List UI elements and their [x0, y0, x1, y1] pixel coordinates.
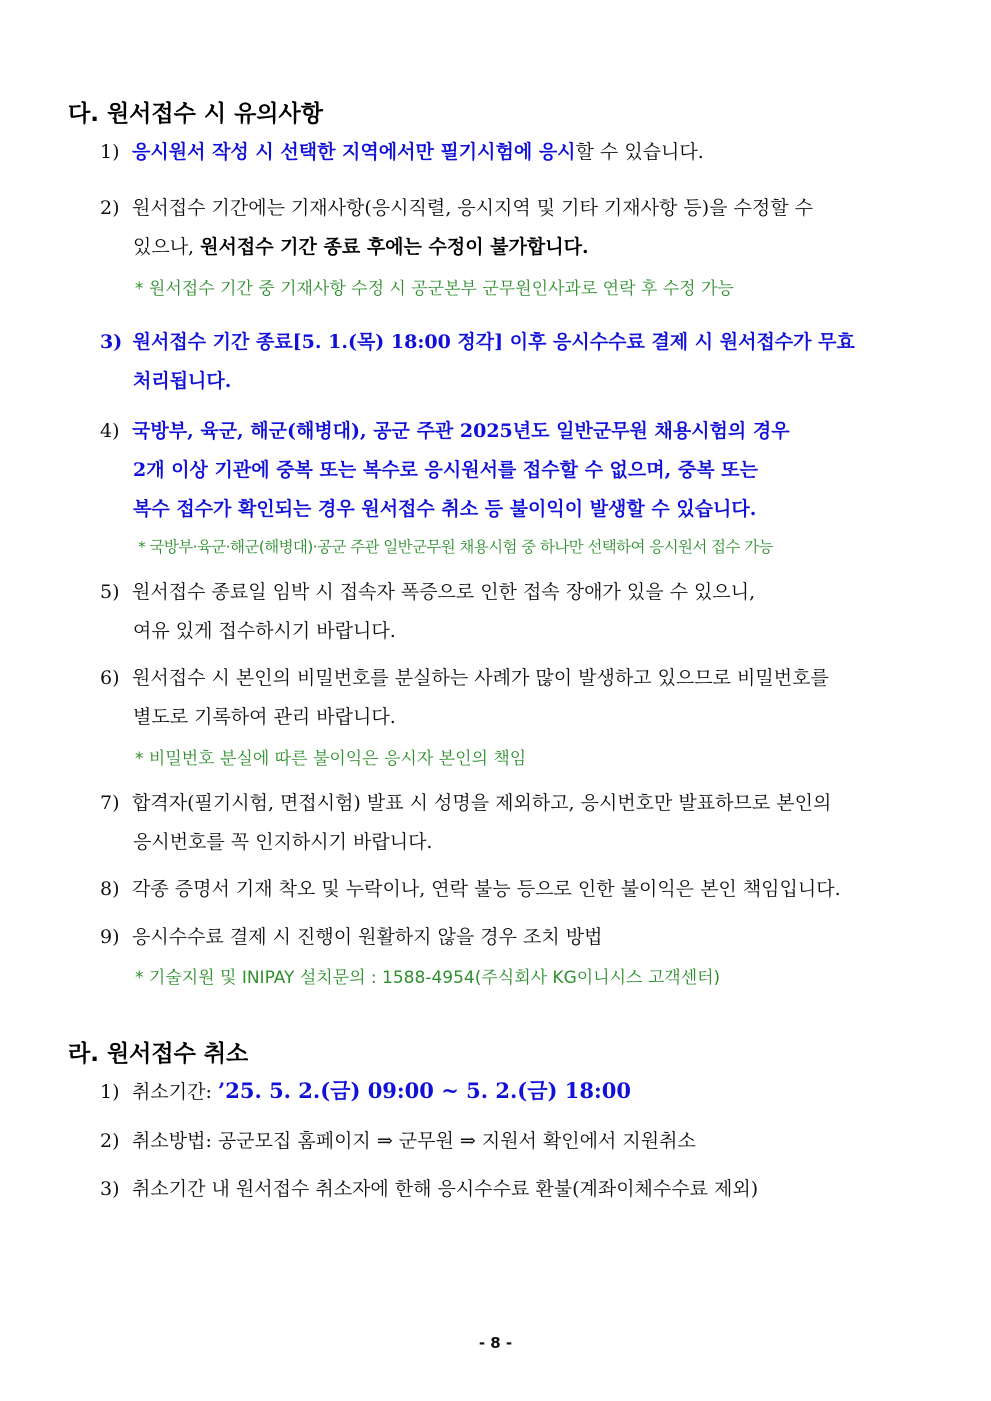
section-title-cancellation: 라. 원서접수 취소 [68, 1041, 249, 1067]
emphasis-text: 국방부, 육군, 해군(해병대), 공군 주관 2025년도 일반군무원 채용시험의 경우 [132, 420, 790, 442]
item-number: 2) [100, 1130, 120, 1152]
list-item-8 [100, 877, 841, 901]
list-item-4 [100, 419, 790, 443]
item-text: 원서접수 기간에는 기재사항(응시직렬, 응시지역 및 기타 기재사항 등)을 수정할 수 [132, 197, 813, 219]
item-number: 3) [100, 331, 123, 353]
item-number: 7) [100, 792, 120, 814]
note-item-2: * 원서접수 기간 중 기재사항 수정 시 공군본부 군무원인사과로 연락 후 수정 가능 [135, 279, 734, 299]
item-number: 8) [100, 878, 120, 900]
list-item-1 [100, 140, 704, 164]
note-item-6: * 비밀번호 분실에 따른 불이익은 응시자 본인의 책임 [135, 749, 527, 769]
item-number: 4) [100, 420, 120, 442]
cancel-item-3 [100, 1177, 758, 1201]
item-text: 취소기간 내 원서접수 취소자에 한해 응시수수료 환불(계좌이체수수료 제외) [132, 1178, 759, 1200]
item-number: 6) [100, 667, 120, 689]
item-text: 있으나, [133, 236, 201, 258]
list-item-3-line2: 처리됩니다. [133, 370, 232, 392]
item-number: 3) [100, 1178, 120, 1200]
note-item-9: * 기술지원 및 INIPAY 설치문의 : 1588-4954(주식회사 KG이니시스 고객센터) [135, 968, 721, 988]
cancel-period: ’25. 5. 2.(금) 09:00 ~ 5. 2.(금) 18:00 [217, 1078, 631, 1103]
page-number: - 8 - [478, 1334, 513, 1352]
item-number: 9) [100, 926, 120, 948]
bold-text: 원서접수 기간 종료 후에는 수정이 불가합니다. [200, 236, 589, 258]
list-item-5-line2: 여유 있게 접수하시기 바랍니다. [133, 620, 396, 642]
item-number: 1) [100, 141, 120, 163]
list-item-4-line2: 2개 이상 기관에 중복 또는 복수로 응시원서를 접수할 수 없으며, 중복 또는 [133, 459, 758, 481]
item-number: 1) [100, 1081, 120, 1103]
cancel-item-2 [100, 1129, 696, 1153]
item-number: 2) [100, 197, 120, 219]
item-number: 5) [100, 581, 120, 603]
list-item-4-line3: 복수 접수가 확인되는 경우 원서접수 취소 등 불이익이 발생할 수 있습니다. [133, 498, 757, 520]
item-text: 원서접수 종료일 임박 시 접속자 폭증으로 인한 접속 장애가 있을 수 있으니, [132, 581, 756, 603]
list-item-5 [100, 580, 755, 604]
item-text: 취소방법: 공군모집 홈페이지 ⇒ 군무원 ⇒ 지원서 확인에서 지원취소 [132, 1130, 696, 1152]
list-item-7 [100, 791, 831, 815]
item-text: 각종 증명서 기재 착오 및 누락이나, 연락 불능 등으로 인한 불이익은 본인 책임입니다. [132, 878, 841, 900]
item-text: 할 수 있습니다. [575, 141, 704, 163]
item-text: 합격자(필기시험, 면접시험) 발표 시 성명을 제외하고, 응시번호만 발표하므로 본인의 [132, 792, 832, 814]
cancel-item-1 [100, 1079, 631, 1104]
list-item-2-line2 [133, 235, 589, 259]
emphasis-text: 원서접수 기간 종료[5. 1.(목) 18:00 정각] 이후 응시수수료 결제 시 원서접수가 무효 [132, 331, 855, 353]
list-item-2 [100, 196, 813, 220]
item-label: 취소기간: [132, 1081, 218, 1103]
list-item-7-line2: 응시번호를 꼭 인지하시기 바랍니다. [133, 831, 433, 853]
item-text: 응시수수료 결제 시 진행이 원활하지 않을 경우 조치 방법 [132, 926, 603, 948]
item-text: 원서접수 시 본인의 비밀번호를 분실하는 사례가 많이 발생하고 있으므로 비밀번호를 [132, 667, 829, 689]
list-item-3 [100, 330, 855, 354]
list-item-9 [100, 925, 603, 949]
emphasis-text: 응시원서 작성 시 선택한 지역에서만 필기시험에 응시 [132, 141, 576, 163]
note-item-4: * 국방부·육군·해군(해병대)·공군 주관 일반군무원 채용시험 중 하나만 선택하여 응시원서 접수 가능 [138, 538, 773, 556]
section-title-precautions: 다. 원서접수 시 유의사항 [68, 101, 323, 127]
list-item-6 [100, 666, 829, 690]
list-item-6-line2: 별도로 기록하여 관리 바랍니다. [133, 706, 396, 728]
